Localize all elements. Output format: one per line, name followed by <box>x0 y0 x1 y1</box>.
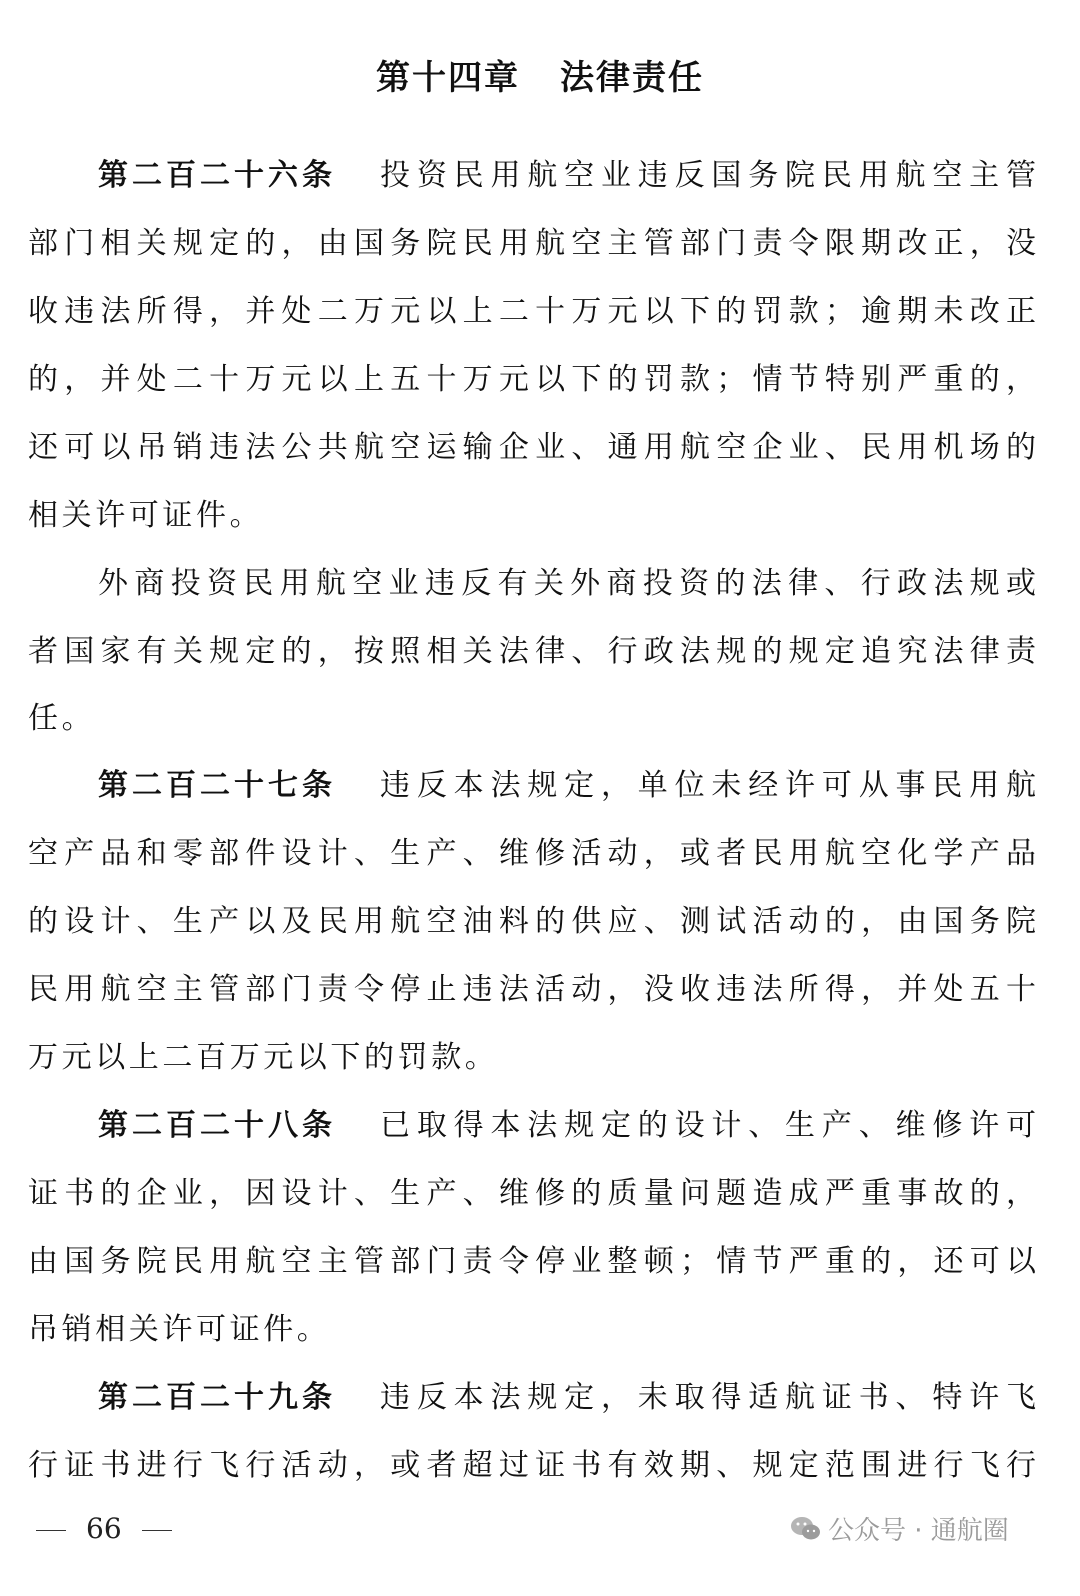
text-line: 外商投资民用航空业违反有关外商投资的法律、行政法规或 <box>98 566 1036 601</box>
watermark-text: 公众号 · 通航圈 <box>828 1516 1009 1546</box>
text-line: 者国家有关规定的，按照相关法律、行政法规的规定追究法律责 <box>28 634 1036 669</box>
text-line: 万元以上二百万元以下的罚款。 <box>28 1040 499 1075</box>
text-line: 行证书进行飞行活动，或者超过证书有效期、规定范围进行飞行 <box>28 1448 1036 1483</box>
article-heading: 第二百二十七条 <box>98 768 336 803</box>
article-229-first-line <box>98 1376 1036 1420</box>
page-footer <box>36 1512 192 1545</box>
dash-divider <box>142 1530 172 1531</box>
article-heading: 第二百二十九条 <box>98 1380 336 1415</box>
article-text: 已取得本法规定的设计、生产、维修许可 <box>380 1108 1036 1143</box>
text-line: 的设计、生产以及民用航空油料的供应、测试活动的，由国务院 <box>28 904 1036 939</box>
chapter-title <box>0 50 1080 99</box>
article-text: 违反本法规定，单位未经许可从事民用航 <box>380 768 1036 803</box>
article-228-first-line <box>98 1104 1036 1148</box>
wechat-icon <box>790 1515 822 1543</box>
article-heading: 第二百二十八条 <box>98 1108 336 1143</box>
text-line: 部门相关规定的，由国务院民用航空主管部门责令限期改正，没 <box>28 226 1036 261</box>
text-line: 还可以吊销违法公共航空运输企业、通用航空企业、民用机场的 <box>28 430 1036 465</box>
text-line: 空产品和零部件设计、生产、维修活动，或者民用航空化学产品 <box>28 836 1036 871</box>
text-line: 任。 <box>28 701 96 736</box>
chapter-number: 第十四章 <box>376 58 520 98</box>
text-line: 民用航空主管部门责令停止违法活动，没收违法所得，并处五十 <box>28 972 1036 1007</box>
article-text: 投资民用航空业违反国务院民用航空主管 <box>380 158 1036 193</box>
chapter-name: 法律责任 <box>560 58 704 98</box>
text-line: 由国务院民用航空主管部门责令停业整顿；情节严重的，还可以 <box>28 1244 1036 1279</box>
watermark <box>790 1510 1009 1547</box>
article-text: 违反本法规定，未取得适航证书、特许飞 <box>380 1380 1036 1415</box>
text-line: 吊销相关许可证件。 <box>28 1312 331 1347</box>
text-line: 相关许可证件。 <box>28 498 264 533</box>
dash-divider <box>36 1530 66 1531</box>
article-227-first-line <box>98 764 1036 808</box>
article-heading: 第二百二十六条 <box>98 158 336 193</box>
text-line: 的，并处二十万元以上五十万元以下的罚款；情节特别严重的， <box>28 362 1036 397</box>
text-line: 证书的企业，因设计、生产、维修的质量问题造成严重事故的， <box>28 1176 1036 1211</box>
article-226-first-line <box>98 154 1036 198</box>
page-number: 66 <box>86 1512 122 1545</box>
text-line: 收违法所得，并处二万元以上二十万元以下的罚款；逾期未改正 <box>28 294 1036 329</box>
